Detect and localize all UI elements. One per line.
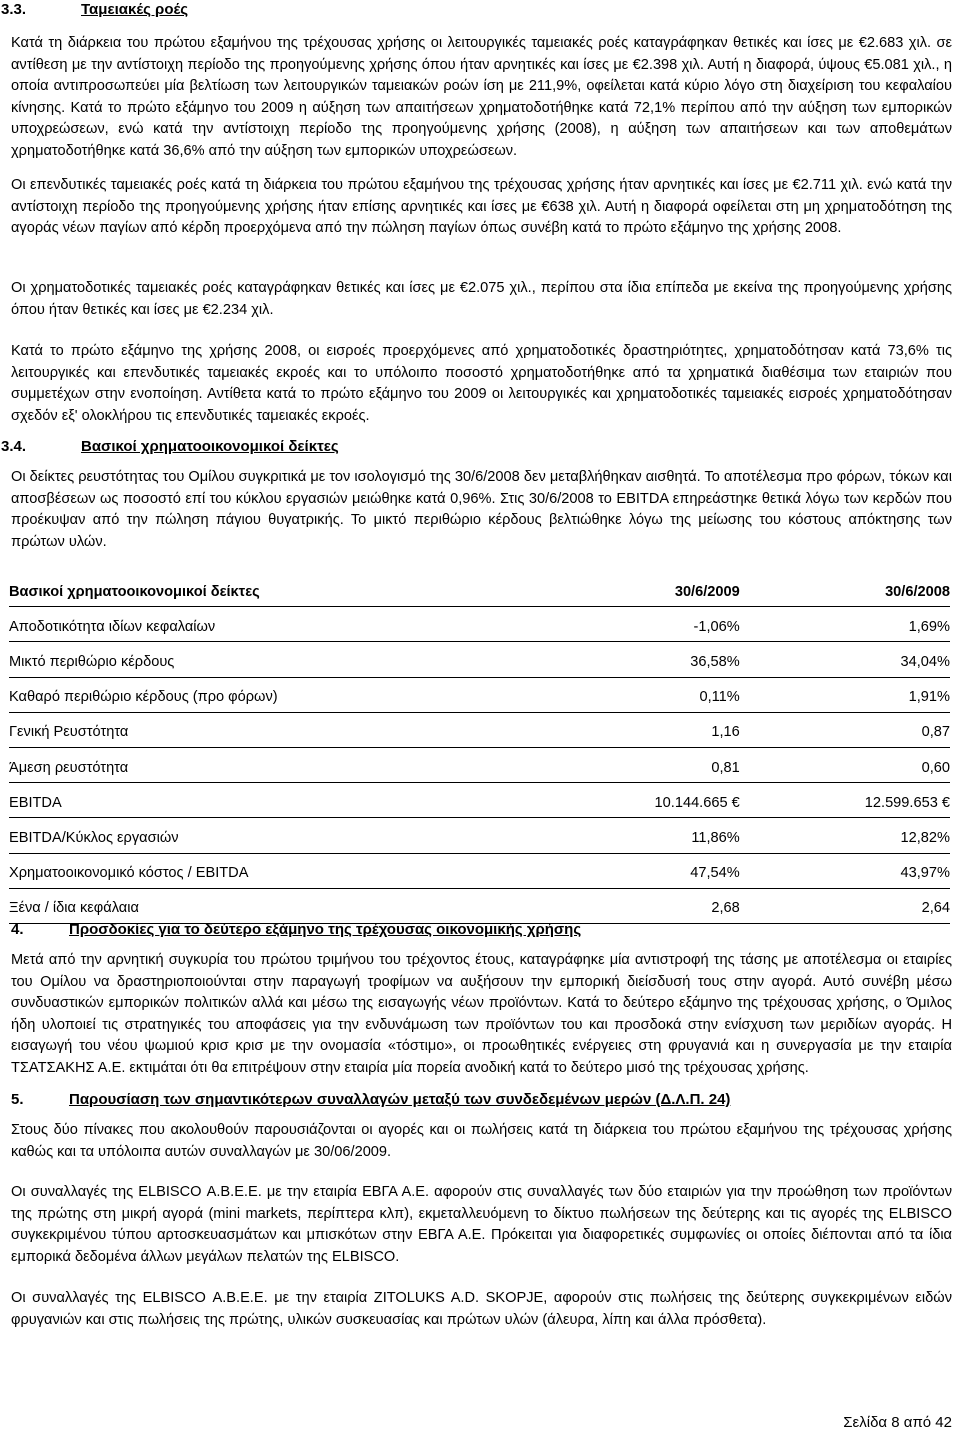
table-row [9, 783, 950, 818]
paragraph-related-parties-intro: Στους δύο πίνακες που ακολουθούν παρουσιάζονται οι αγορές και οι πωλήσεις κατά τη διάρκεια του πρώτου εξαμήνου της τρέχουσας χρήσης καθώς και τα υπόλοιπα αυτών συναλλαγών με 30/06/2009. [11, 1122, 952, 1160]
table-cell-value: 0,81 [530, 747, 740, 782]
table-header-cell: 30/6/2008 [740, 572, 950, 607]
table-header-row [9, 572, 950, 607]
table-row [9, 818, 950, 853]
section-number: 3.4. [1, 438, 27, 455]
section-title: Παρουσίαση των σημαντικότερων συναλλαγών μεταξύ των συνδεδεμένων μερών (Δ.Λ.Π. 24) [69, 1091, 731, 1108]
table-cell-value: 11,86% [530, 818, 740, 853]
table-cell-label: Μικτό περιθώριο κέρδους [9, 642, 530, 677]
table-cell-label: Άμεση ρευστότητα [9, 747, 530, 782]
table-row [9, 712, 950, 747]
table-cell-label: Ξένα / ίδια κεφάλαια [9, 888, 530, 923]
section-heading-4 [11, 919, 581, 941]
table-cell-value: -1,06% [530, 607, 740, 642]
section-title: Βασικοί χρηματοοικονομικοί δείκτες [81, 438, 339, 455]
table-cell-value: 1,16 [530, 712, 740, 747]
section-heading-3-3 [1, 0, 188, 21]
section-number: 5. [11, 1091, 24, 1108]
table-row [9, 677, 950, 712]
table-row [9, 642, 950, 677]
paragraph-financing-2008: Κατά το πρώτο εξάμηνο της χρήσης 2008, οι εισροές προερχόμενες από χρηματοδοτικές δραστηριότητες, χρηματοδότησαν κατά 73,6% τις λειτουργικές και επενδυτικές ταμειακές εκροές και το υπόλοιπο ποσοστό χρηματοδοτήθηκε από τα χρηματικά διαθέσιμα των εταιριών που συμμετέχων στην ενοποίηση. Αντίθετα κατά το πρώτο εξάμηνο του 2009 οι λειτουργικές και χρηματοδοτικές ταμειακές εισροές χρηματοδότησαν σχεδόν εξ' ολοκλήρου τις επενδυτικές ταμειακές εκροές. [11, 343, 952, 424]
table-cell-label: Χρηματοοικονομικό κόστος / EBITDA [9, 853, 530, 888]
section-title: Ταμειακές ροές [81, 1, 189, 18]
paragraph-financial-ratios: Οι δείκτες ρευστότητας του Ομίλου συγκριτικά με τον ισολογισμό της 30/6/2008 δεν μεταβλήθηκαν αισθητά. Το αποτέλεσμα προ φόρων, τόκων και αποσβέσεων ως ποσοστό επί του κύκλου εργασιών μειώθηκε κατά 0,96%. Στις 30/6/2008 το EBITDA επηρεάστηκε θετικά λόγω των κερδών που προέκυψαν από την πώληση πάγιου θυγατρικής. Το μικτό περιθώριο κέρδους βελτιώθηκε λόγω της μείωσης του κόστους απόκτησης των πρώτων υλών. [11, 469, 952, 550]
table-header-cell: 30/6/2009 [530, 572, 740, 607]
paragraph-related-parties-zitoluks: Οι συναλλαγές της ELBISCO Α.Β.Ε.Ε. με την εταιρία ZITOLUKS A.D. SKOPJE, αφορούν στις πωλήσεις της δεύτερης συγκεκριμένων ειδών φρυγανιών και στις πωλήσεις της πρώτης, υλικών συσκευασίας και πρώτων υλών (άλευρα, λίπη και άλλα πρόσθετα). [11, 1290, 952, 1328]
table-cell-value: 12.599.653 € [740, 783, 950, 818]
table-cell-value: 0,87 [740, 712, 950, 747]
table-cell-value: 43,97% [740, 853, 950, 888]
section-number: 3.3. [1, 1, 27, 18]
table-cell-value: 0,60 [740, 747, 950, 782]
paragraph-expectations: Μετά από την αρνητική συγκυρία του πρώτου τριμήνου του τρέχοντος έτους, καταγράφηκε μία αντιστροφή της τάσης με αποτέλεσμα οι εταιρίες του Ομίλου να δραστηριοποιούνται στην παραγωγή τροφίμων να αυξήσουν την εμπορική διείσδυσή τους στην αγορά. Αυτό συνέβη μέσω συνδυαστικών εμπορικών πολιτικών αλλά και μέσω της εισαγωγής νέων προϊόντων. Κατά το δεύτερο εξάμηνο της τρέχουσας χρήσης, ο Όμιλος ήδη υλοποιεί τις στρατηγικές του αποφάσεις για την ενδυνάμωση των προϊόντων του και προσδοκά στην ενίσχυση των μεριδίων αγοράς. Η εισαγωγή του νέου ψωμιού κρισ κρισ με την ονομασία «τόστιμο», οι προωθητικές ενέργειες στη φρυγανιά και η συνεργασία με την εταιρία ΤΣΑΤΣΑΚΗΣ Α.Ε. εκτιμάται ότι θα επιτρέψουν στην εταιρία μία πορεία ανοδική κατά το δεύτερο μισό της τρέχουσας χρήσης. [11, 952, 952, 1076]
paragraph-operating-cash-flows: Κατά τη διάρκεια του πρώτου εξαμήνου της τρέχουσας χρήσης οι λειτουργικές ταμειακές ροές καταγράφηκαν θετικές και ίσες με €2.683 χιλ. σε αντίθεση με την αντίστοιχη περίοδο της προηγούμενης χρήσης όπου ήταν αρνητικές και ίσες με €2.398 χιλ. Αυτή η διαφορά, ύψους €5.081 χιλ., η οποία αντιπροσωπεύει μία βελτίωση των λειτουργικών ταμειακών ροών ίση με 211,9%, οφείλεται κατά κύριο λόγο στη διαχείριση του κεφαλαίου κίνησης. Κατά το πρώτο εξάμηνο του 2009 η αύξηση των απαιτήσεων χρηματοδοτήθηκε κατά 72,1% περίπου από την αύξηση των εμπορικών υποχρεώσεων, ενώ κατά την αντίστοιχη περίοδο της προηγούμενης χρήσης (2008), η αύξηση των απαιτήσεων και των αποθεμάτων χρηματοδοτήθηκε κατά 36,6% από την αύξηση των εμπορικών υποχρεώσεων. [11, 35, 952, 159]
table-cell-value: 2,64 [740, 888, 950, 923]
table-cell-value: 1,69% [740, 607, 950, 642]
table-row [9, 607, 950, 642]
section-heading-5 [11, 1089, 730, 1111]
table-cell-value: 2,68 [530, 888, 740, 923]
paragraph-investing-cash-flows: Οι επενδυτικές ταμειακές ροές κατά τη διάρκεια του πρώτου εξαμήνου της τρέχουσας χρήσης ήταν αρνητικές και ίσες με €2.711 χιλ. ενώ κατά την αντίστοιχη περίοδο της προηγούμενης χρήσης ήταν επίσης αρνητικές και ίσες με €638 χιλ. Αυτή η διαφορά οφείλεται στη μη χρηματοδότηση της αγοράς νέων παγίων από κέρδη προερχόμενα από την πώληση παγίων όπως συνέβη κατά το πρώτο εξάμηνο της χρήσης 2008. [11, 177, 952, 236]
paragraph-related-parties-evga: Οι συναλλαγές της ELBISCO Α.Β.Ε.Ε. με την εταιρία ΕΒΓΑ Α.Ε. αφορούν στις συναλλαγές των δύο εταιριών για την προώθηση των προϊόντων της πρώτης στη μικρή αγορά (mini markets, περίπτερα κλπ), εκμεταλλευόμενη το δίκτυο πωλήσεων της δεύτερης και τις αγορές της ELBISCO συγκεκριμένου τύπου αρτοσκευασμάτων και μπισκότων στην ΕΒΓΑ Α.Ε. Πρόκειται για διαφορετικές συμφωνίες οι οποίες διέπονται από τα ίδια εμπορικά δεδομένα άλλων μεγάλων πελατών της ELBISCO. [11, 1184, 952, 1265]
table-cell-label: EBITDA [9, 783, 530, 818]
table-cell-value: 36,58% [530, 642, 740, 677]
table-row [9, 853, 950, 888]
table-cell-label: EBITDA/Κύκλος εργασιών [9, 818, 530, 853]
table-cell-label: Αποδοτικότητα ιδίων κεφαλαίων [9, 607, 530, 642]
section-heading-3-4 [1, 436, 339, 458]
table-cell-value: 47,54% [530, 853, 740, 888]
table-header-cell: Βασικοί χρηματοοικονομικοί δείκτες [9, 572, 530, 607]
section-title: Προσδοκίες για το δεύτερο εξάμηνο της τρέχουσας οικονομικής χρήσης [69, 921, 582, 938]
table-cell-value: 34,04% [740, 642, 950, 677]
table-cell-value: 0,11% [530, 677, 740, 712]
financial-ratios-table [9, 572, 950, 924]
paragraph-financing-cash-flows: Οι χρηματοδοτικές ταμειακές ροές καταγράφηκαν θετικές και ίσες με €2.075 χιλ., περίπου στα ίδια επίπεδα με εκείνα της προηγούμενης χρήσης όπου ήταν θετικές και ίσες με €2.234 χιλ. [11, 280, 952, 318]
page-number: Σελίδα 8 από 42 [843, 1414, 952, 1431]
table-cell-value: 1,91% [740, 677, 950, 712]
section-number: 4. [11, 921, 24, 938]
table-cell-value: 10.144.665 € [530, 783, 740, 818]
table-cell-value: 12,82% [740, 818, 950, 853]
table-cell-label: Καθαρό περιθώριο κέρδους (προ φόρων) [9, 677, 530, 712]
table-cell-label: Γενική Ρευστότητα [9, 712, 530, 747]
table-row [9, 747, 950, 782]
